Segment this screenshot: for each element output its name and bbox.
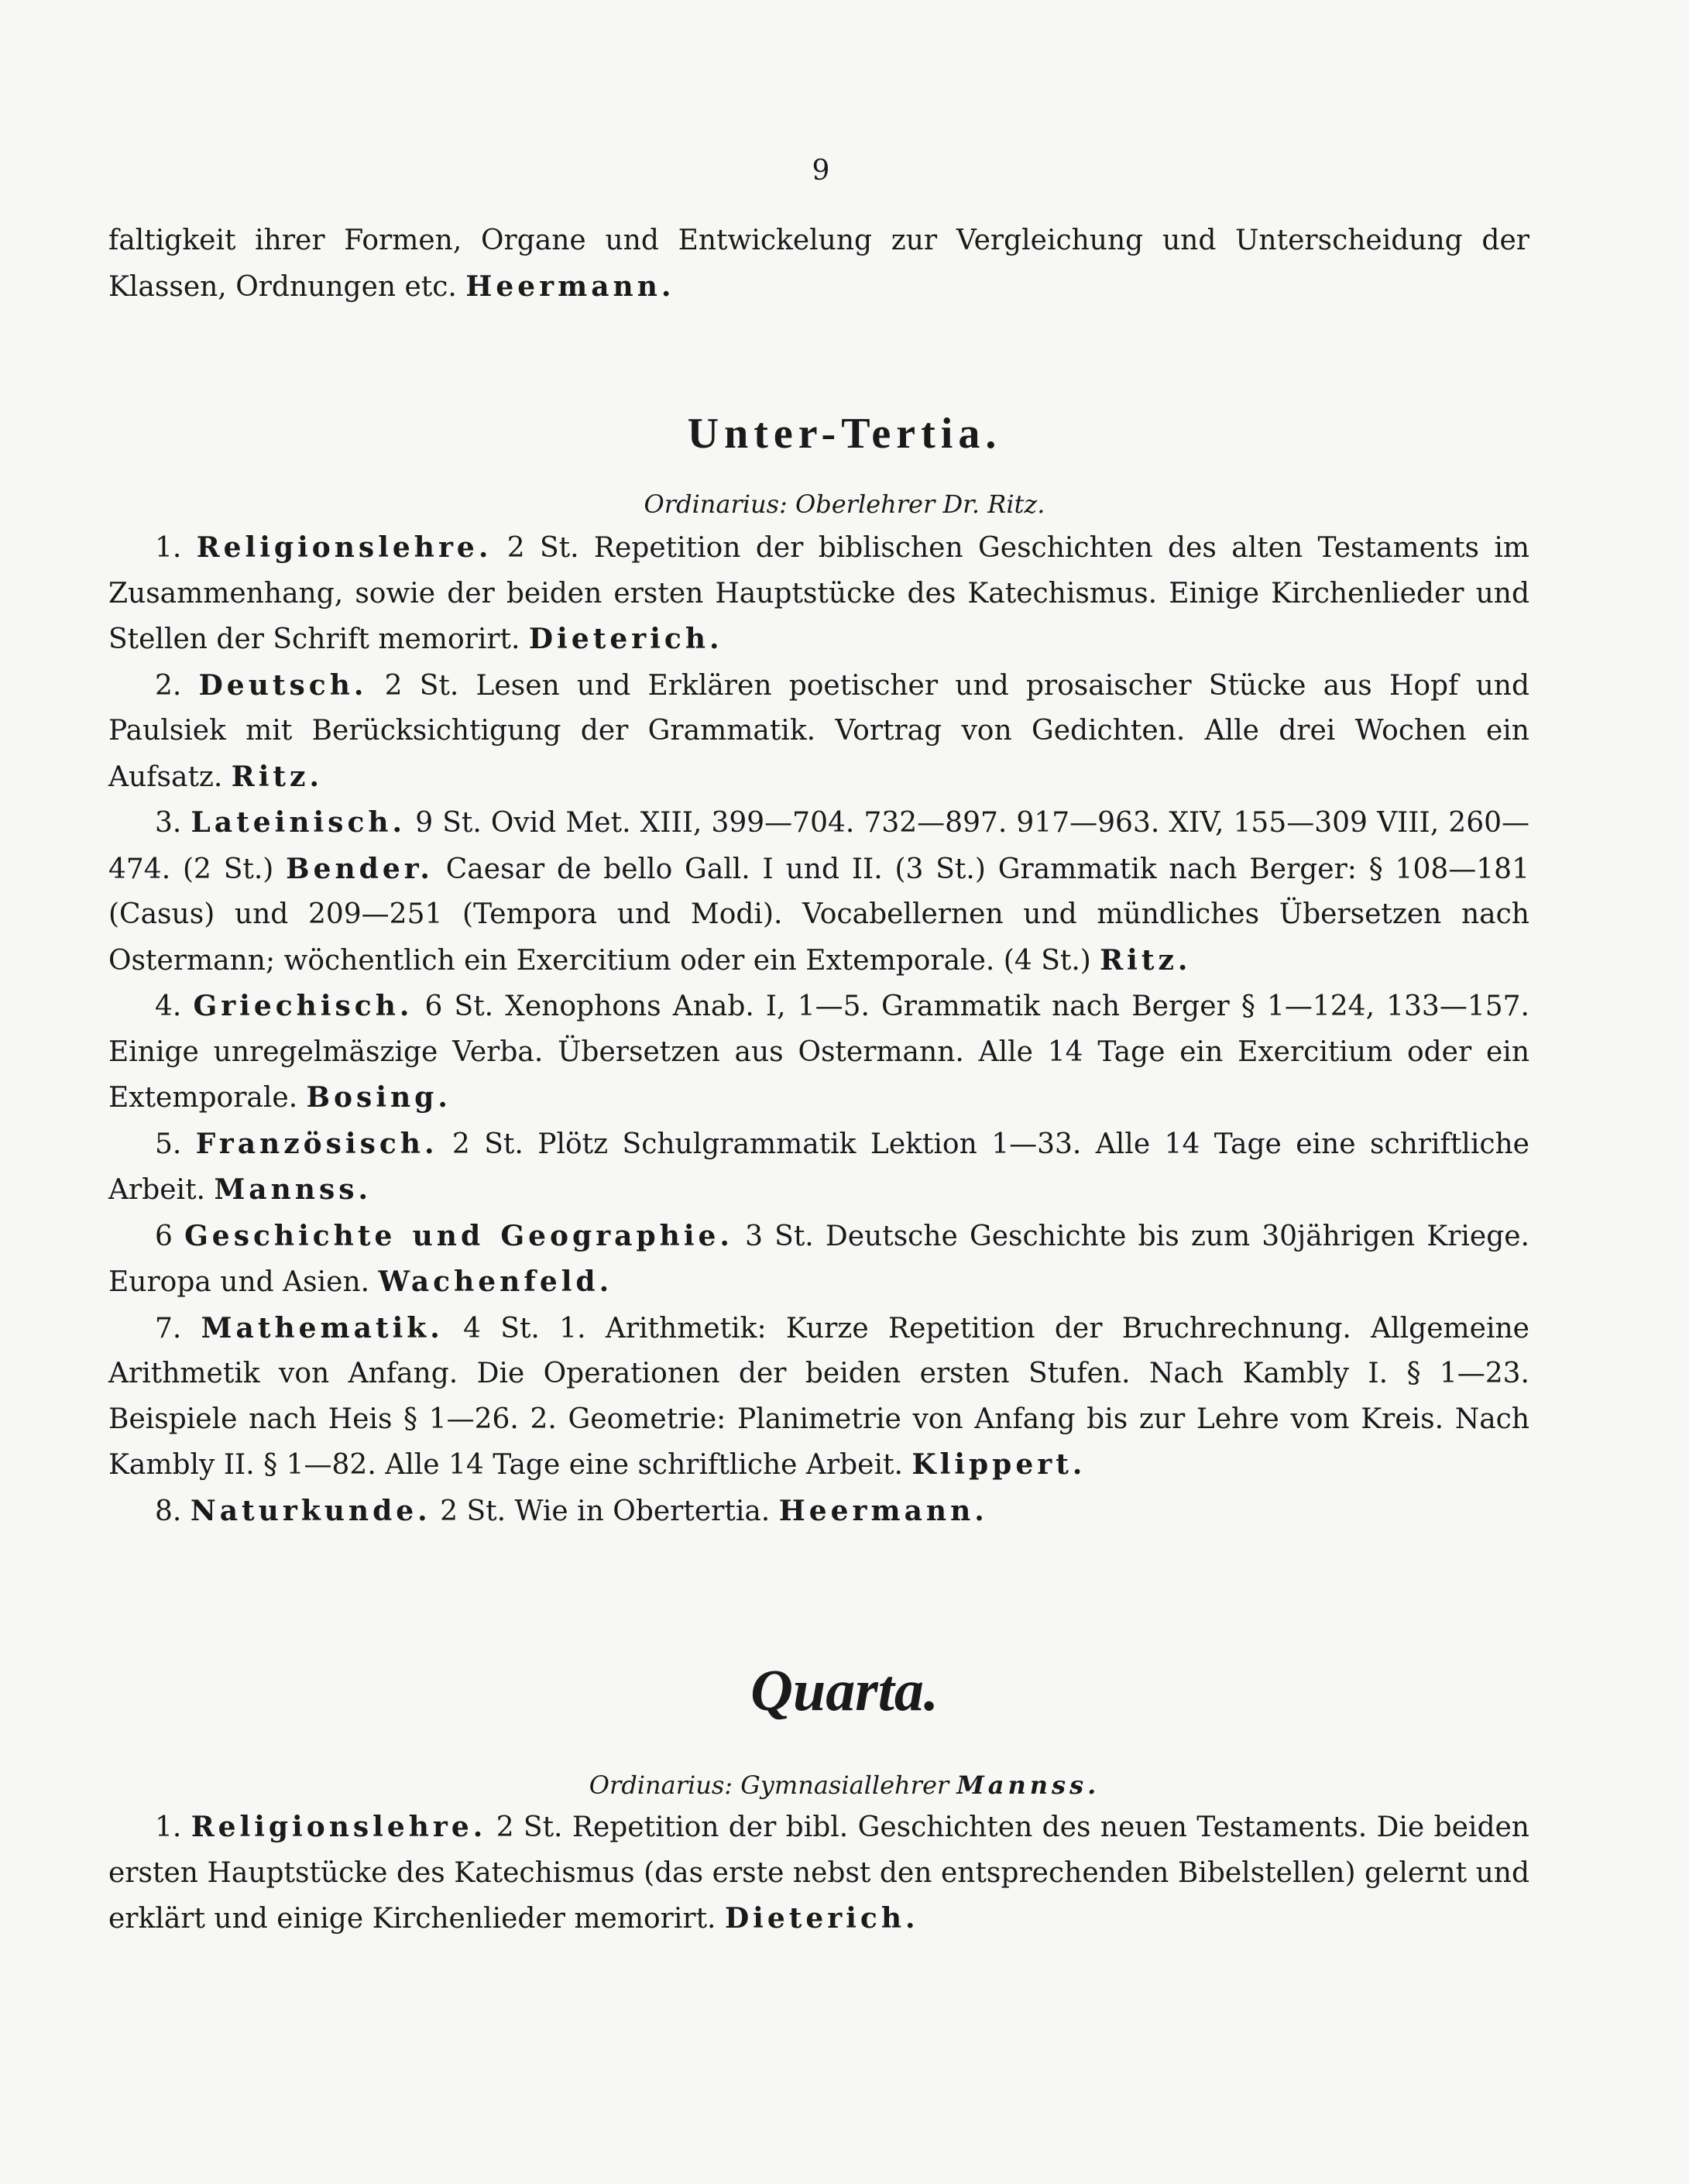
subject-name: Naturkunde. [190,1494,431,1527]
subject-name: Religionslehre. [191,1811,487,1843]
subject-item [108,800,1529,984]
subject-teacher: Dieterich. [724,1902,919,1935]
item-number: 1. [155,1811,182,1843]
ordinarius-label: Ordinarius: [589,1770,733,1800]
subject-teacher: Heermann. [778,1494,988,1527]
section-heading-quarta: Quarta. [750,1658,939,1723]
subject-item [108,663,1529,801]
quarta-subjects [108,1805,1529,1942]
page-number: 9 [812,155,830,187]
subject-item [108,984,1529,1121]
intro-teacher: Heermann. [465,270,675,303]
section-heading-unter-tertia: Unter-Tertia. [687,410,1002,458]
subject-name: Deutsch. [198,668,368,702]
item-number: 4. [155,991,182,1022]
subject-item [108,1121,1529,1214]
intro-paragraph [108,218,1529,310]
subject-teacher: Bender. [286,852,434,885]
subject-text: Caesar de bello Gall. I und II. (3 St.) Grammatik nach Berger: § 108—181 (Casus) und 209—251 (Tempora und Modi). Vocabellernen und mündliches Übersetzen nach Ostermann; wöchentlich ein Exercitium oder ein Extemporale. (4 St.) [108,853,1529,977]
ordinarius-label: Ordinarius: [644,489,788,519]
subject-item [108,1489,1529,1535]
subject-teacher: Ritz. [231,760,323,793]
unter-tertia-subjects [108,525,1529,1534]
subject-teacher: Mannss. [214,1173,372,1206]
subject-name: Französisch. [195,1127,438,1160]
item-number: 3. [155,807,182,839]
item-number: 8. [155,1495,182,1527]
subject-item [108,1214,1529,1306]
item-number: 6 [155,1220,173,1252]
subject-name: Geschichte und Geographie. [184,1219,733,1252]
ordinarius-name: Oberlehrer Dr. Ritz. [795,489,1045,519]
subject-name: Religionslehre. [196,531,493,564]
subject-text: 2 St. Lesen und Erklären poetischer und prosaischer Stücke aus Hopf und Paulsiek mit Berücksichtigung der Grammatik. Vortrag von Gedichten. Alle drei Wochen ein Aufsatz. [108,669,1530,793]
subject-text: 2 St. Plötz Schulgrammatik Lektion 1—33. Alle 14 Tage eine schriftliche Arbeit. [108,1128,1529,1206]
subject-teacher: Dieterich. [528,623,723,655]
subject-teacher: Klippert. [911,1448,1087,1481]
ordinarius-unter-tertia [0,489,1689,519]
subject-item [108,1306,1529,1489]
item-number: 7. [155,1312,182,1344]
subject-teacher: Ritz. [1100,943,1192,977]
subject-text: 2 St. Wie in Obertertia. [440,1495,771,1527]
subject-name: Mathematik. [201,1311,444,1344]
ordinarius-name: Mannss. [956,1770,1100,1800]
subject-name: Lateinisch. [191,806,407,839]
subject-teacher: Bosing. [306,1081,451,1114]
item-number: 5. [155,1128,182,1160]
subject-text: 4 St. 1. Arithmetik: Kurze Repetition der Bruchrechnung. Allgemeine Arithmetik von Anfang. Die Operationen der beiden ersten Stufen. Nach Kambly I. § 1—23. Beispiele nach Heis § 1—26. 2. Geometrie: Planimetrie von Anfang bis zur Lehre vom Kreis. Nach Kambly II. § 1—82. Alle 14 Tage eine schriftliche Arbeit. [108,1312,1529,1481]
subject-item [108,525,1529,663]
subject-name: Griechisch. [193,990,414,1022]
subject-teacher: Wachenfeld. [378,1265,613,1298]
subject-text: 3 St. Deutsche Geschichte bis zum 30jährigen Kriege. Europa und Asien. [108,1220,1529,1298]
item-number: 1. [155,532,182,564]
subject-text: 2 St. Repetition der biblischen Geschichten des alten Testaments im Zusammenhang, sowie der beiden ersten Hauptstücke des Katechismus. Einige Kirchenlieder und Stellen der Schrift memorirt. [108,532,1530,655]
ordinarius-title: Gymnasiallehrer [740,1770,949,1800]
intro-text: faltigkeit ihrer Formen, Organe und Entwickelung zur Vergleichung und Unterscheidung der Klassen, Ordnungen etc. [108,225,1529,303]
subject-item [108,1805,1529,1942]
ordinarius-quarta [0,1770,1689,1800]
subject-text: 9 St. Ovid Met. XIII, 399—704. 732—897. 917—963. XIV, 155—309 VIII, 260—474. (2 St.) [108,807,1530,885]
subject-text: 6 St. Xenophons Anab. I, 1—5. Grammatik nach Berger § 1—124, 133—157. Einige unregelmäszige Verba. Übersetzen aus Ostermann. Alle 14 Tage ein Exercitium oder ein Extemporale. [108,991,1529,1114]
subject-text: 2 St. Repetition der bibl. Geschichten des neuen Testaments. Die beiden ersten Hauptstücke des Katechismus (das erste nebst den entsprechenden Bibelstellen) gelernt und erklärt und einige Kirchenlieder memorirt. [108,1811,1529,1935]
item-number: 2. [155,669,182,702]
